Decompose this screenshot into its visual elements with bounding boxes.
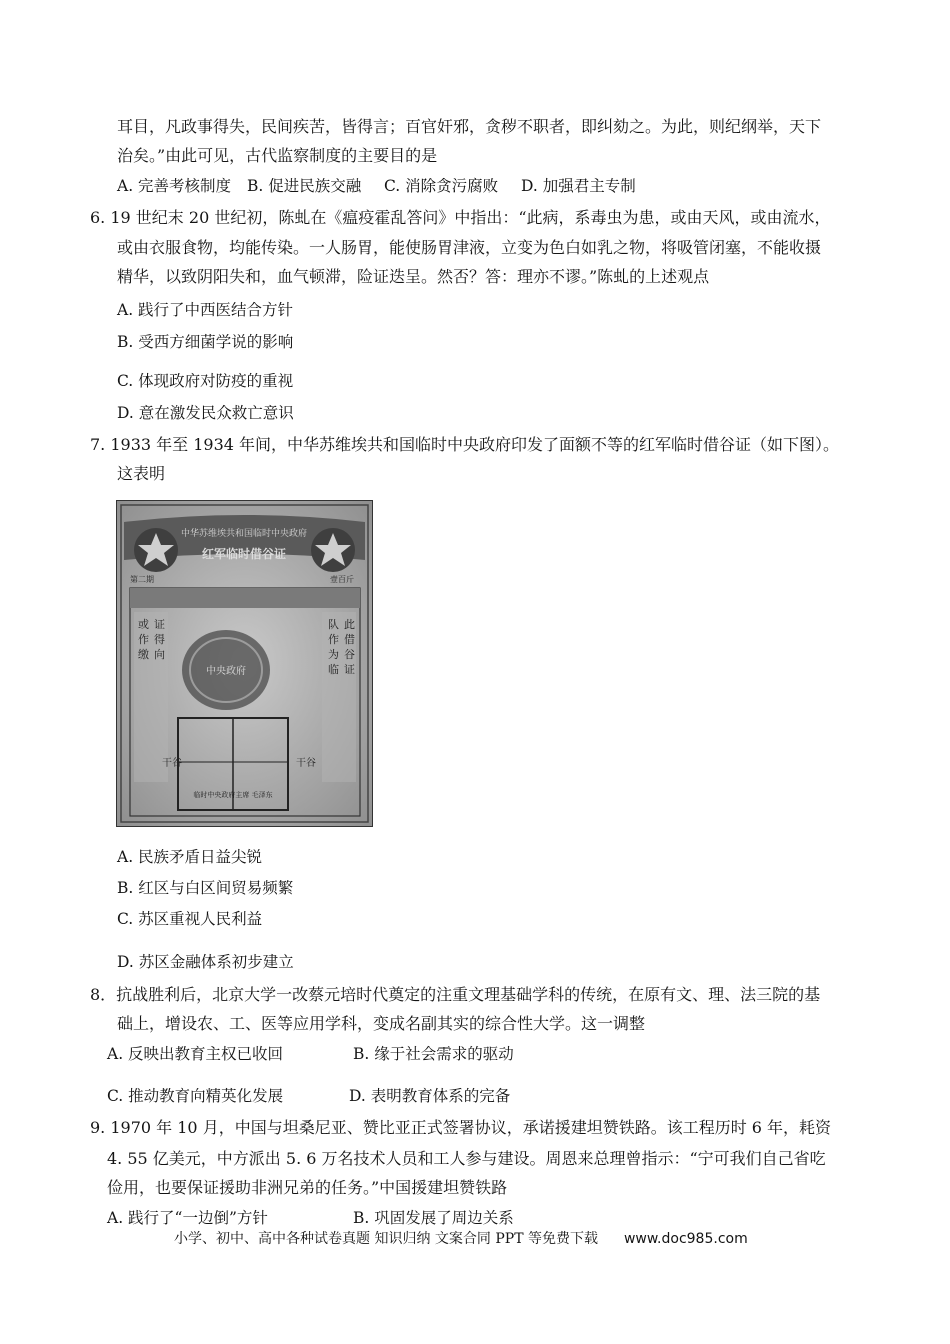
col-right-l7: 为 [328, 648, 339, 661]
col-right-l6: 作 [328, 633, 339, 646]
q6-option-d[interactable]: D. 意在激发民众救亡意识 [117, 404, 294, 422]
col-left-l3: 向 [154, 648, 165, 661]
page-footer [174, 1229, 748, 1249]
q8-option-d[interactable]: D. 表明教育体系的完备 [349, 1087, 511, 1105]
col-right-l2: 借 [344, 633, 355, 646]
q7-option-b[interactable]: B. 红区与白区间贸易频繁 [117, 879, 294, 897]
certificate-title-text: 红军临时借谷证 [201, 547, 287, 561]
seal-text: 中央政府 [206, 666, 246, 677]
right-star-emblem [311, 528, 355, 572]
col-left-l5: 作 [138, 633, 149, 646]
q5-stem-line-2: 治矣。”由此可见，古代监察制度的主要目的是 [117, 146, 438, 165]
q7-stem-line-2: 这表明 [117, 464, 166, 483]
grain-certificate-image [116, 500, 373, 827]
certificate-right-column [322, 612, 356, 782]
footer-text: 小学、初中、高中各种试卷真题 知识归纳 文案合同 PPT 等免费下载 [174, 1231, 598, 1247]
q8-option-b[interactable]: B. 缘于社会需求的驱动 [353, 1045, 514, 1063]
q7-option-d[interactable]: D. 苏区金融体系初步建立 [117, 953, 294, 971]
col-left-l6: 缴 [138, 648, 149, 661]
footer-url-link[interactable]: www.doc985.com [623, 1231, 748, 1247]
certificate-side-left: 干谷 [162, 758, 182, 769]
certificate-left-column [134, 612, 168, 782]
col-left-l1: 证 [154, 618, 165, 631]
certificate-right-corner: 壹百斤 [330, 575, 354, 584]
q6-stem-line-3: 精华，以致阴阳失和，血气顿滞，险证迭呈。然否？答：理亦不谬。”陈虬的上述观点 [117, 267, 710, 286]
q9-option-a[interactable]: A. 践行了“一边倒”方针 [107, 1209, 268, 1227]
q8-stem-line-2: 础上，增设农、工、医等应用学科，变成名副其实的综合性大学。这一调整 [117, 1014, 646, 1033]
q8-options-row-1 [107, 1043, 514, 1065]
q5-option-d[interactable]: D. 加强君主专制 [521, 177, 636, 195]
official-seal-stamp [182, 630, 270, 710]
col-right-l5: 队 [328, 618, 339, 631]
certificate-left-corner: 第二期 [130, 575, 154, 584]
q5-option-b[interactable]: B. 促进民族交融 [247, 177, 362, 195]
col-right-l8: 临 [328, 663, 339, 676]
q6-stem-line-2: 或由衣服食物，均能传染。一人肠胃，能使肠胃津液，立变为色白如乳之物，将吸管闭塞，不能收摄 [117, 238, 822, 257]
certificate-header-text: 中华苏维埃共和国临时中央政府 [180, 529, 308, 539]
col-right-l3: 谷 [344, 648, 355, 661]
signature-box-text: 临时中央政府主席 毛泽东 [193, 791, 273, 799]
q5-option-c[interactable]: C. 消除贪污腐败 [384, 177, 499, 195]
q9-stem-line-3: 俭用，也要保证援助非洲兄弟的任务。”中国援建坦赞铁路 [107, 1178, 508, 1197]
certificate-side-right: 干谷 [296, 758, 316, 769]
q5-option-a[interactable]: A. 完善考核制度 [117, 177, 232, 195]
left-star-emblem [134, 528, 178, 572]
col-left-l4: 或 [138, 618, 149, 631]
q8-option-c[interactable]: C. 推动教育向精英化发展 [107, 1087, 284, 1105]
q6-option-a[interactable]: A. 践行了中西医结合方针 [117, 301, 294, 319]
col-left-l2: 得 [154, 633, 165, 646]
q6-stem-line-1: 6. 19 世纪末 20 世纪初，陈虬在《瘟疫霍乱答问》中指出：“此病，系毒虫为患，或由天风，或由流水， [90, 208, 831, 227]
q9-stem-line-2: 4. 55 亿美元，中方派出 5. 6 万名技术人员和工人参与建设。周恩来总理曾指示：“宁可我们自己省吃 [107, 1149, 826, 1168]
q5-stem-line-1: 耳目，凡政事得失，民间疾苦，皆得言；百官奸邪，贪秽不职者，即纠劾之。为此，则纪纲举，天下 [117, 117, 822, 136]
col-right-l1: 此 [344, 618, 355, 631]
q7-option-a[interactable]: A. 民族矛盾日益尖锐 [117, 848, 263, 866]
q8-stem-line-1: 8．抗战胜利后，北京大学一改蔡元培时代奠定的注重文理基础学科的传统，在原有文、理、法三院的基 [90, 985, 821, 1004]
q9-options-row [107, 1207, 514, 1229]
q9-option-b[interactable]: B. 巩固发展了周边关系 [353, 1209, 514, 1227]
q6-option-b[interactable]: B. 受西方细菌学说的影响 [117, 333, 294, 351]
q5-options [117, 175, 636, 197]
q8-options-row-2 [107, 1085, 510, 1107]
q9-stem-line-1: 9. 1970 年 10 月，中国与坦桑尼亚、赞比亚正式签署协议，承诺援建坦赞铁路。该工程历时 6 年，耗资 [90, 1118, 832, 1137]
q7-option-c[interactable]: C. 苏区重视人民利益 [117, 910, 263, 928]
col-right-l4: 证 [344, 663, 355, 676]
q7-stem-line-1: 7. 1933 年至 1934 年间，中华苏维埃共和国临时中央政府印发了面额不等的红军临时借谷证（如下图）。 [90, 435, 840, 454]
q6-option-c[interactable]: C. 体现政府对防疫的重视 [117, 372, 294, 390]
q8-option-a[interactable]: A. 反映出教育主权已收回 [107, 1045, 284, 1063]
